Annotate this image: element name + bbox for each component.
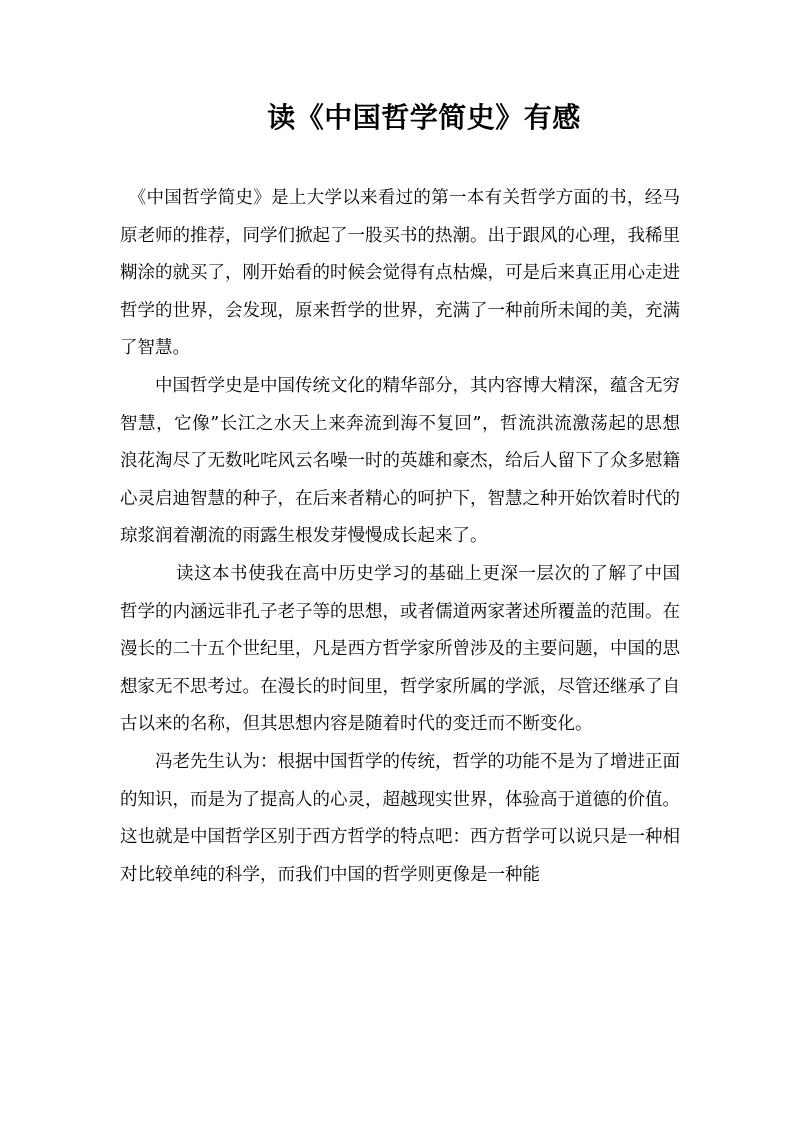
paragraph-1: 《中国哲学简史》是上大学以来看过的第一本有关哲学方面的书，经马原老师的推荐，同学们掀起了一股买书的热潮。出于跟风的心理，我稀里糊涂的就买了，刚开始看的时候会觉得有点枯燥，可是后来真正用心走进哲学的世界，会发现，原来哲学的世界，充满了一种前所未闻的美，充满了智慧。 [120, 188, 680, 359]
document-title: 读《中国哲学简史》有感 [267, 101, 581, 134]
paragraph-4: 冯老先生认为：根据中国哲学的传统，哲学的功能不是为了增进正面的知识，而是为了提高人的心灵，超越现实世界，体验高于道德的价值。这也就是中国哲学区别于西方哲学的特点吧：西方哲学可以说只是一种相对比较单纯的科学，而我们中国的哲学则更像是一种能 [120, 751, 680, 885]
document-body [120, 180, 680, 894]
paragraph-2: 中国哲学史是中国传统文化的精华部分，其内容博大精深，蕴含无穷智慧，它像”长江之水天上来奔流到海不复回”，哲流洪流激荡起的思想浪花淘尽了无数叱咤风云名噪一时的英雄和豪杰，给后人留下了众多慰籍心灵启迪智慧的种子，在后来者精心的呵护下，智慧之种开始饮着时代的琼浆润着潮流的雨露生根发芽慢慢成长起来了。 [120, 375, 680, 547]
paragraph-3: 读这本书使我在高中历史学习的基础上更深一层次的了解了中国哲学的内涵远非孔子老子等的思想，或者儒道两家著述所覆盖的范围。在漫长的二十五个世纪里，凡是西方哲学家所曾涉及的主要问题，中国的思想家无不思考过。在漫长的时间里，哲学家所属的学派，尽管还继承了自古以来的名称，但其思想内容是随着时代的变迁而不断变化。 [120, 563, 680, 735]
